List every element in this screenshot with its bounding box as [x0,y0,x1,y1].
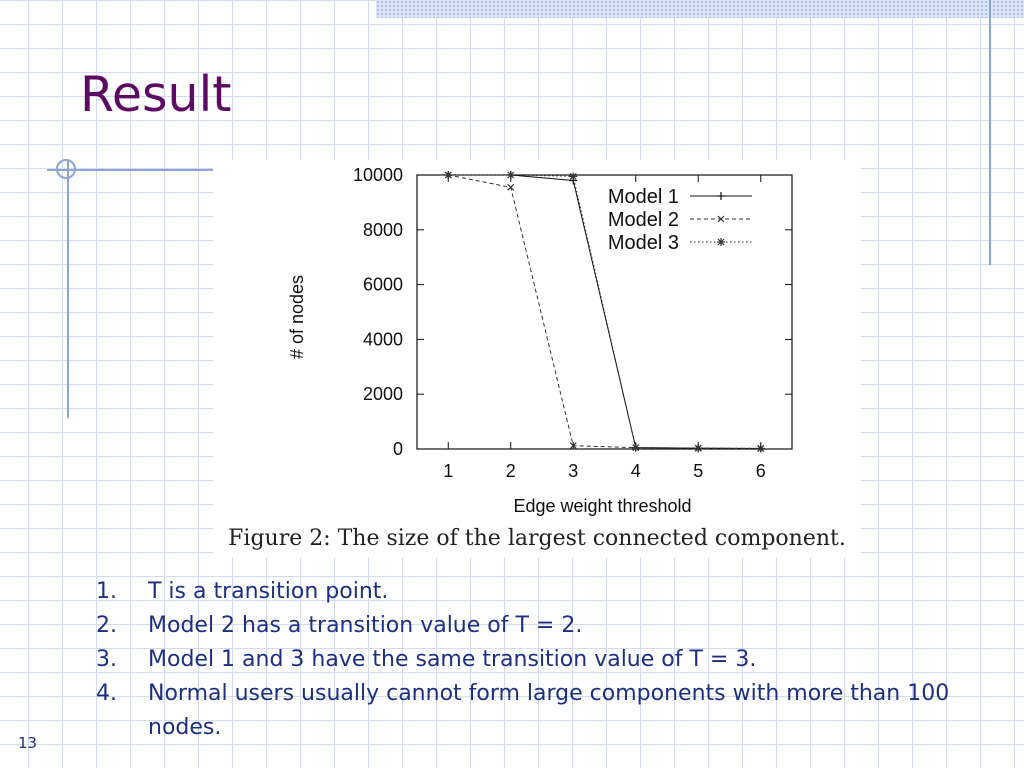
x-tick-label: 6 [755,461,766,481]
data-point [507,171,515,179]
figure-caption: Figure 2: The size of the largest connected component. [228,526,846,551]
chart-figure [213,160,861,558]
legend-marker [717,238,725,246]
y-tick-label: 2000 [362,384,403,405]
data-point [694,444,702,452]
list-item-text: T is a transition point. [148,579,389,604]
list-item-number: 1. [96,579,117,604]
x-tick-label: 4 [630,461,641,481]
list-item-number: 2. [96,613,117,638]
y-tick-label: 0 [392,439,403,459]
y-tick-label: 10000 [352,165,403,185]
list-item-text: Normal users usually cannot form large components with more than 100 nodes. [148,681,950,740]
left-decoration-line [67,160,69,418]
right-decoration-line [989,0,991,265]
x-tick-label: 3 [568,461,579,481]
list-item [96,677,1016,745]
list-item [96,643,1016,677]
data-point [569,172,577,180]
y-tick-label: 4000 [362,329,403,350]
x-tick-label: 5 [693,461,704,481]
list-item [96,575,1016,609]
y-axis-label: # of nodes [287,274,307,360]
list-item-text: Model 1 and 3 have the same transition value of T = 3. [148,647,757,672]
x-tick-label: 1 [443,461,454,481]
data-point [444,171,452,179]
series-line-2 [448,175,761,448]
series-line-3 [448,175,761,448]
list-item [96,609,1016,643]
header-decoration-band [376,0,1024,18]
chart-svg [213,160,861,520]
legend-label: Model 1 [607,186,679,208]
x-axis-label: Edge weight threshold [513,496,692,516]
list-item-number: 4. [96,681,117,706]
data-point [757,444,765,452]
y-tick-label: 6000 [362,274,403,295]
slide-number: 13 [18,734,38,752]
y-tick-label: 8000 [362,219,403,240]
list-item-text: Model 2 has a transition value of T = 2. [148,613,583,638]
list-item-number: 3. [96,647,117,672]
decoration-circle [56,159,76,179]
legend-marker [717,192,725,200]
series-line-1 [448,175,761,448]
legend-label: Model 3 [607,232,679,254]
result-points-list [96,575,1016,745]
x-tick-label: 2 [505,461,516,481]
legend-label: Model 2 [607,209,679,231]
data-point [632,444,640,452]
slide-title: Result [80,66,232,123]
